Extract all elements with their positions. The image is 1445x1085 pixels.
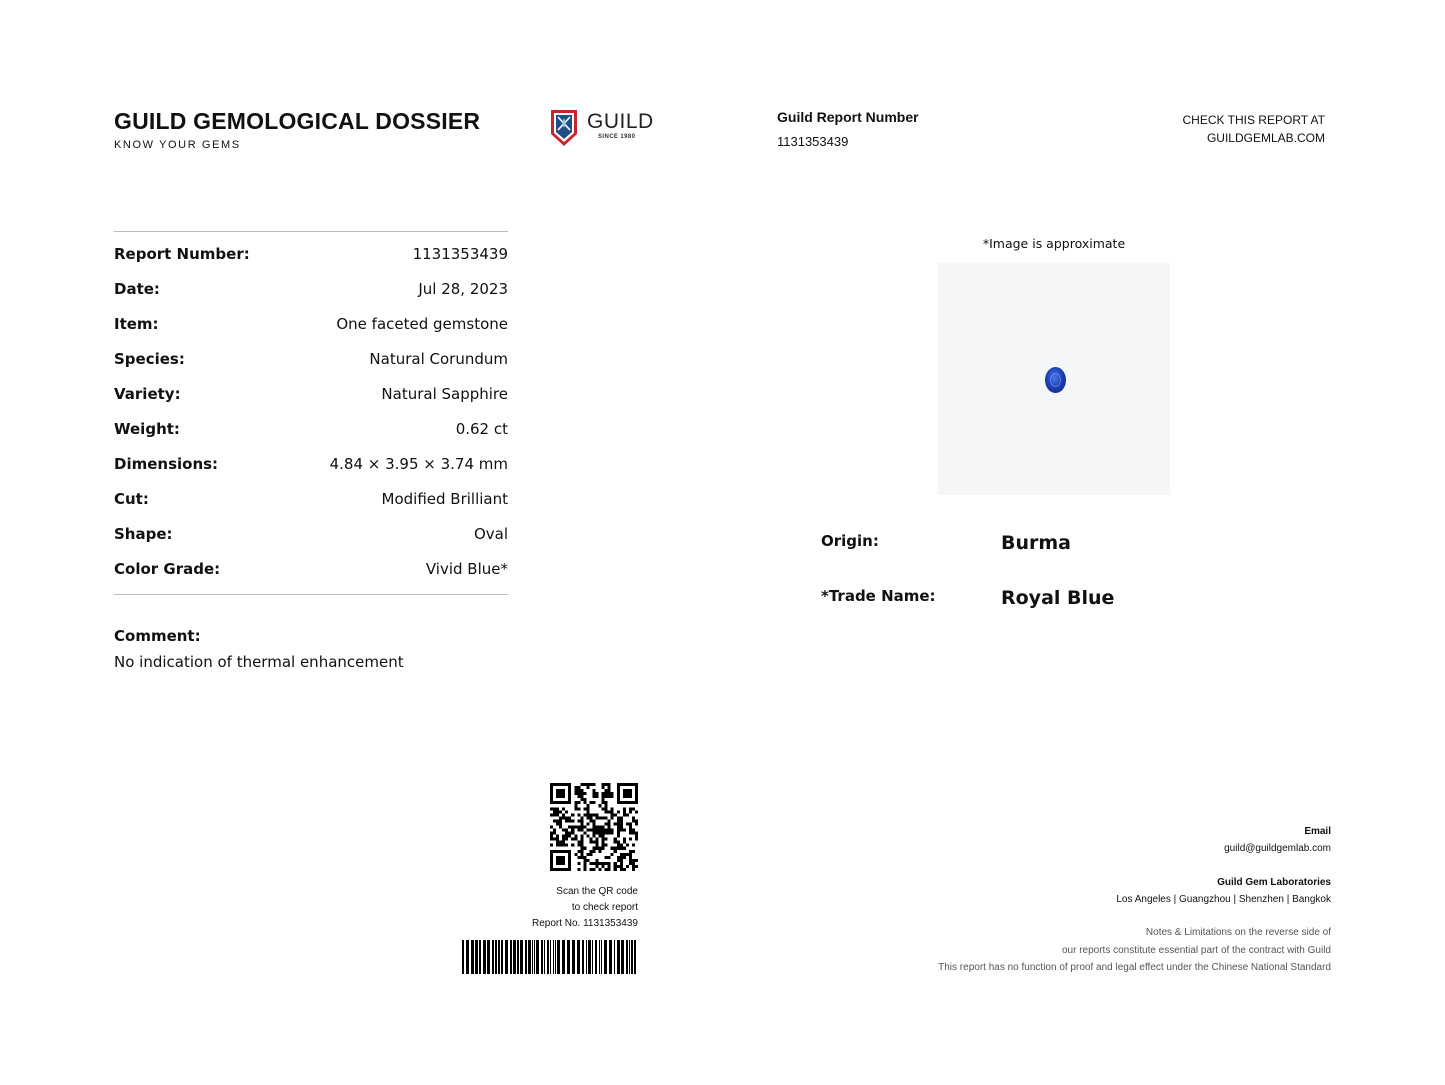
- qr-line-2: to check report: [571, 902, 638, 913]
- detail-row-cut: [114, 481, 508, 516]
- gem-photo: [938, 263, 1170, 495]
- guild-report-number-label: Guild Report Number: [777, 109, 919, 125]
- barcode: [462, 940, 639, 974]
- detail-value: Natural Corundum: [369, 349, 508, 368]
- report-tagline: KNOW YOUR GEMS: [114, 139, 241, 151]
- guild-logo: [549, 108, 659, 150]
- details-table: [114, 231, 508, 595]
- detail-value: 4.84 × 3.95 × 3.74 mm: [329, 454, 508, 473]
- detail-value: Modified Brilliant: [381, 489, 508, 508]
- report-title: GUILD GEMOLOGICAL DOSSIER: [114, 108, 481, 134]
- email-link[interactable]: guild@guildgemlab.com: [1224, 843, 1331, 854]
- detail-value: Jul 28, 2023: [418, 279, 508, 298]
- details-bottom-divider: [114, 594, 508, 595]
- sapphire-gem-image: [1045, 367, 1066, 393]
- comment-label: Comment:: [114, 627, 201, 645]
- qr-line-1: Scan the QR code: [556, 886, 638, 897]
- detail-row-color-grade: [114, 551, 508, 586]
- email-label: Email: [1304, 826, 1331, 837]
- detail-label: Report Number:: [114, 244, 250, 263]
- detail-value: One faceted gemstone: [336, 314, 508, 333]
- logo-wordmark: GUILD: [587, 110, 654, 133]
- detail-value: Natural Sapphire: [381, 384, 508, 403]
- detail-row-species: [114, 341, 508, 376]
- note-line-2: our reports constitute essential part of the contract with Guild: [1061, 944, 1331, 956]
- origin-value: Burma: [1001, 532, 1071, 554]
- check-line-1: CHECK THIS REPORT AT: [1182, 113, 1325, 127]
- image-approximate-note: *Image is approximate: [982, 236, 1126, 251]
- lab-name: Guild Gem Laboratories: [1217, 877, 1331, 888]
- check-report-notice: [1183, 111, 1325, 147]
- detail-row-variety: [114, 376, 508, 411]
- contact-block: [1116, 823, 1331, 908]
- trade-name-label: *Trade Name:: [821, 587, 936, 605]
- logo-since: SINCE 1980: [598, 134, 636, 140]
- trade-name-value: Royal Blue: [1001, 587, 1115, 609]
- qr-report-number: Report No. 1131353439: [531, 918, 638, 929]
- detail-row-report-number: [114, 236, 508, 271]
- detail-label: Shape:: [114, 524, 173, 543]
- comment-text: No indication of thermal enhancement: [114, 653, 404, 671]
- note-line-1: Notes & Limitations on the reverse side of: [1145, 927, 1331, 938]
- detail-row-date: [114, 271, 508, 306]
- qr-instructions: [532, 884, 638, 932]
- guild-shield-icon: [549, 108, 579, 148]
- detail-label: Dimensions:: [114, 454, 219, 473]
- detail-label: Color Grade:: [114, 559, 221, 578]
- detail-row-weight: [114, 411, 508, 446]
- detail-label: Weight:: [114, 419, 180, 438]
- origin-label: Origin:: [821, 532, 879, 550]
- detail-row-item: [114, 306, 508, 341]
- lab-locations: Los Angeles | Guangzhou | Shenzhen | Bangkok: [1116, 894, 1331, 905]
- detail-row-dimensions: [114, 446, 508, 481]
- detail-value: 1131353439: [412, 244, 508, 263]
- detail-value: 0.62 ct: [455, 419, 508, 438]
- detail-value: Vivid Blue*: [425, 559, 508, 578]
- note-line-3: This report has no function of proof and legal effect under the Chinese National Standard: [938, 962, 1331, 973]
- detail-label: Date:: [114, 279, 160, 298]
- legal-notes: [938, 924, 1331, 977]
- guild-report-number-value: 1131353439: [777, 134, 849, 149]
- detail-label: Species:: [114, 349, 185, 368]
- detail-value: Oval: [473, 524, 508, 543]
- check-website-link[interactable]: GUILDGEMLAB.COM: [1206, 131, 1325, 145]
- detail-label: Cut:: [114, 489, 149, 508]
- detail-row-shape: [114, 516, 508, 551]
- detail-label: Item:: [114, 314, 159, 333]
- qr-code[interactable]: [550, 783, 638, 871]
- detail-label: Variety:: [114, 384, 181, 403]
